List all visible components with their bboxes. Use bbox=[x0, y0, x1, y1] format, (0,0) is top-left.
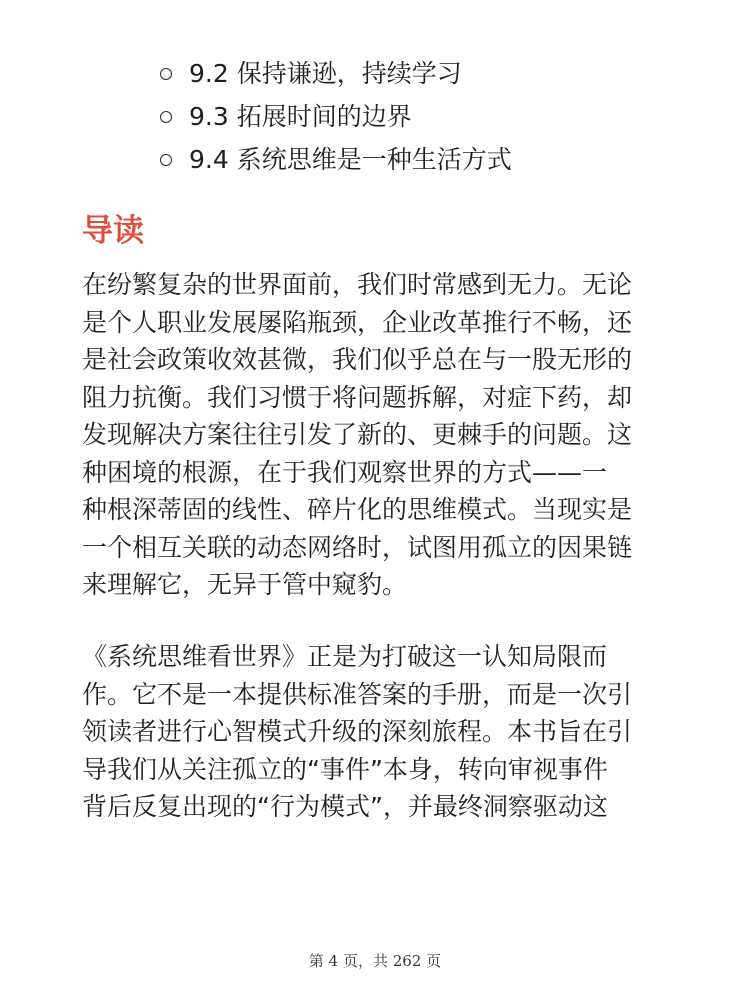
hollow-circle-bullet-icon bbox=[160, 154, 172, 166]
toc-item bbox=[160, 52, 720, 95]
body-paragraph bbox=[82, 638, 672, 826]
paragraph-line: 领读者进行心智模式升级的深刻旅程。本书旨在引 bbox=[82, 717, 633, 746]
toc-list bbox=[160, 52, 720, 181]
paragraph-line: 作。它不是一本提供标准答案的手册，而是一次引 bbox=[82, 679, 633, 709]
body-paragraph bbox=[82, 266, 672, 604]
paragraph-line: 一个相互关联的动态网络时，试图用孤立的因果链 bbox=[82, 532, 633, 562]
section-heading: 导读 bbox=[82, 213, 144, 249]
hollow-circle-bullet-icon bbox=[160, 68, 172, 80]
paragraph-line: 种根深蒂固的线性、碎片化的思维模式。当现实是 bbox=[82, 495, 633, 524]
paragraph-line: 《系统思维看世界》正是为打破这一认知局限而 bbox=[82, 642, 608, 671]
toc-item-label: 9.2 保持谦逊，持续学习 bbox=[189, 59, 462, 88]
toc-item bbox=[160, 95, 720, 138]
paragraph-line: 种困境的根源，在于我们观察世界的方式——一 bbox=[82, 457, 608, 487]
paragraph-line: 是个人职业发展屡陷瓶颈，企业改革推行不畅，还 bbox=[82, 307, 633, 337]
paragraph-line: 在纷繁复杂的世界面前，我们时常感到无力。无论 bbox=[82, 270, 633, 299]
paragraph-line: 背后反复出现的“行为模式”，并最终洞察驱动这 bbox=[82, 792, 608, 821]
hollow-circle-bullet-icon bbox=[160, 111, 172, 123]
page-number-footer: 第 4 页，共 262 页 bbox=[308, 952, 442, 970]
toc-item-label: 9.3 拓展时间的边界 bbox=[189, 102, 412, 131]
toc-item-label: 9.4 系统思维是一种生活方式 bbox=[189, 145, 512, 174]
paragraph-line: 来理解它，无异于管中窥豹。 bbox=[82, 570, 408, 599]
paragraph-line: 导我们从关注孤立的“事件”本身，转向审视事件 bbox=[82, 754, 608, 784]
paragraph-line: 阻力抗衡。我们习惯于将问题拆解，对症下药，却 bbox=[82, 382, 633, 412]
toc-item bbox=[160, 138, 720, 181]
paragraph-line: 发现解决方案往往引发了新的、更棘手的问题。这 bbox=[82, 420, 633, 449]
paragraph-line: 是社会政策收效甚微，我们似乎总在与一股无形的 bbox=[82, 345, 633, 374]
